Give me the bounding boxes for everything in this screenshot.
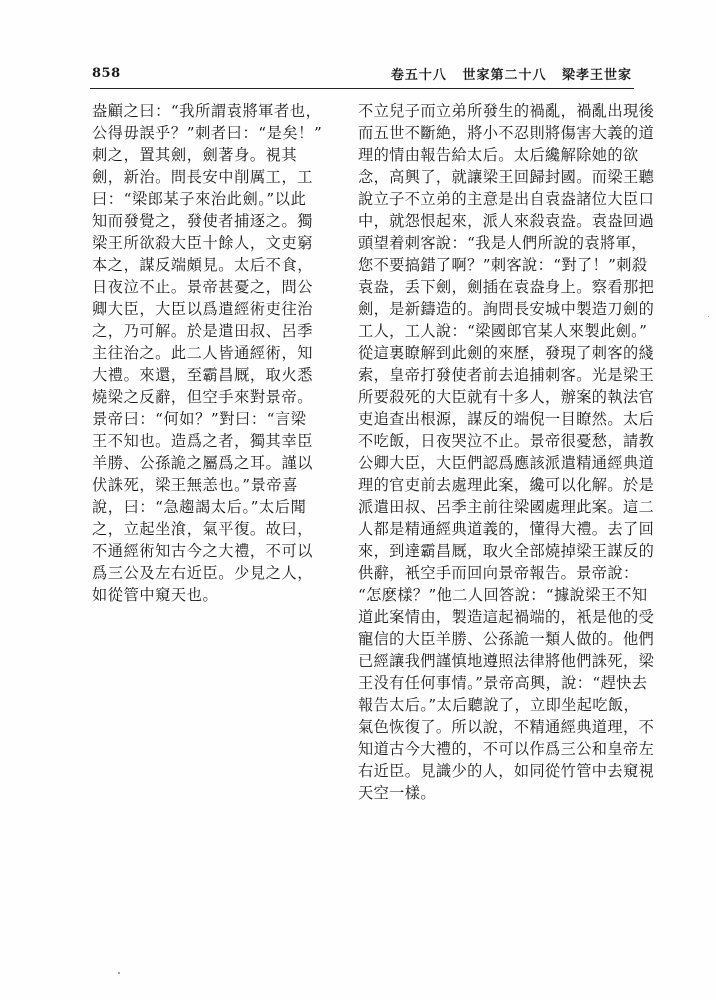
translation-text-line: 來，到達霸昌厩，取火全部燒掉梁王謀反的	[358, 542, 655, 560]
running-head	[381, 64, 632, 83]
translation-text-line: 理的官吏前去處理此案，纔可以化解。於是	[358, 476, 655, 494]
volume-label: 卷五十八	[390, 68, 447, 83]
translation-text-line: 派遣田叔、呂季主前往梁國處理此案。這二	[358, 498, 655, 516]
translation-text-line: 右近臣。見識少的人，如同從竹管中去窺視	[358, 762, 655, 780]
classical-text-line: 刺之，置其劍，劍著身。視其	[92, 146, 298, 164]
translation-text-line: 念，高興了，就讓梁王回歸封國。而梁王聽	[358, 168, 655, 186]
classical-text-line: 曰：“梁郎某子來治此劍。”以此	[92, 190, 307, 208]
classical-text-line: 伏誅死，梁王無恙也。”景帝喜	[92, 476, 299, 494]
classical-text-line: 不通經術知古今之大禮，不可以	[92, 542, 314, 560]
translation-text-line: 袁盎，丢下劍，劍插在袁盎身上。察看那把	[358, 278, 655, 296]
classical-text-line: 說，曰：“急趨謁太后。”太后聞	[92, 498, 307, 516]
translation-text-line: 天空一樣。	[358, 784, 436, 802]
translation-text-line: 而五世不斷絶，將小不忍則將傷害大義的道	[358, 124, 655, 142]
classical-text-line: 公得毋誤乎？”刺者曰：“是矣！”	[92, 124, 323, 142]
classical-text-line: 主往治之。此二人皆通經術，知	[92, 344, 314, 362]
classical-text-line: 爲三公及左右近臣。少見之人，	[92, 564, 314, 582]
translation-text-line: 您不要搞錯了啊？”刺客說：“對了！”刺殺	[358, 256, 648, 274]
scan-speck	[708, 316, 709, 317]
page-header	[92, 64, 632, 86]
translation-text-line: 公卿大臣，大臣們認爲應該派遣精通經典道	[358, 454, 655, 472]
classical-text-column	[92, 100, 330, 606]
classical-text-line: 卿大臣，大臣以爲遣經術吏往治	[92, 300, 314, 318]
classical-text-line: 如從管中窺天也。	[92, 586, 219, 604]
translation-text-line: 人都是精通經典道義的，懂得大禮。去了回	[358, 520, 655, 538]
translation-text-line: 所要殺死的大臣就有十多人，辦案的執法官	[358, 388, 655, 406]
translation-text-line: 王没有任何事情。”景帝高興，說：“趕快去	[358, 674, 648, 692]
translation-text-line: 知道古今大禮的，不可以作爲三公和皇帝左	[358, 740, 655, 758]
translation-text-line: 供辭，衹空手而回向景帝報告。景帝說：	[358, 564, 639, 582]
section-title: 梁孝王世家	[561, 68, 632, 83]
translation-text-line: 工人，工人說：“梁國郎官某人來製此劍。”	[358, 322, 648, 340]
classical-text-line: 梁王所欲殺大臣十餘人，文吏窮	[92, 234, 314, 252]
classical-text-line: 燒梁之反辭，但空手來對景帝。	[92, 388, 314, 406]
classical-text-line: 王不知也。造爲之者，獨其幸臣	[92, 432, 314, 450]
classical-text-line: 羊勝、公孫詭之屬爲之耳。謹以	[92, 454, 314, 472]
translation-text-line: 索，皇帝打發使者前去追捕刺客。光是梁王	[358, 366, 655, 384]
translation-text-line: 從這裏瞭解到此劍的來歷，發現了刺客的綫	[358, 344, 655, 362]
page-number: 858	[92, 66, 121, 81]
chapter-label: 世家第二十八	[462, 68, 547, 83]
classical-text-line: 日夜泣不止。景帝甚憂之，問公	[92, 278, 314, 296]
translation-text-line: “怎麽樣？”他二人回答說：“據說梁王不知	[358, 586, 648, 604]
classical-text-line: 知而發覺之，發使者捕逐之。獨	[92, 212, 314, 230]
translation-text-line: 氣色恢復了。所以說，不精通經典道理，不	[358, 718, 655, 736]
translation-text-line: 理的情由報告給太后。太后纔解除她的欲	[358, 146, 639, 164]
translation-text-line: 吏追查出根源，謀反的端倪一目瞭然。太后	[358, 410, 655, 428]
classical-text-line: 之，立起坐湌，氣平復。故曰，	[92, 520, 314, 538]
scan-speck	[118, 972, 120, 974]
classical-text-line: 之，乃可解。於是遣田叔、呂季	[92, 322, 314, 340]
classical-text-line: 大禮。來還，至霸昌厩，取火悉	[92, 366, 314, 384]
translation-text-line: 不立兒子而立弟所發生的禍亂，禍亂出現後	[358, 102, 655, 120]
classical-text-line: 劍，新治。問長安中削厲工，工	[92, 168, 314, 186]
translation-text-line: 說立子不立弟的主意是出自袁盎諸位大臣口	[358, 190, 655, 208]
translation-text-line: 寵信的大臣羊勝、公孫詭一類人做的。他們	[358, 630, 655, 648]
translation-text-column	[358, 100, 655, 804]
translation-text-line: 頭望着刺客說：“我是人們所說的袁將軍，	[358, 234, 647, 252]
header-rule	[90, 88, 634, 89]
translation-text-line: 報告太后。”太后聽說了，立即坐起吃飯，	[358, 696, 640, 714]
translation-text-line: 道此案情由，製造這起禍端的，衹是他的受	[358, 608, 655, 626]
classical-text-line: 景帝曰：“何如？”對曰：“言梁	[92, 410, 307, 428]
translation-text-line: 不吃飯，日夜哭泣不止。景帝很憂愁，請教	[358, 432, 655, 450]
translation-text-line: 已經讓我們謹慎地遵照法律將他們誅死，梁	[358, 652, 655, 670]
translation-text-line: 劍，是新鑄造的。詢問長安城中製造刀劍的	[358, 300, 655, 318]
translation-text-line: 中，就怨恨起來，派人來殺袁盎。袁盎回過	[358, 212, 655, 230]
classical-text-line: 盎顧之曰：“我所謂袁將軍者也，	[92, 102, 322, 120]
classical-text-line: 本之，謀反端頗見。太后不食，	[92, 256, 314, 274]
